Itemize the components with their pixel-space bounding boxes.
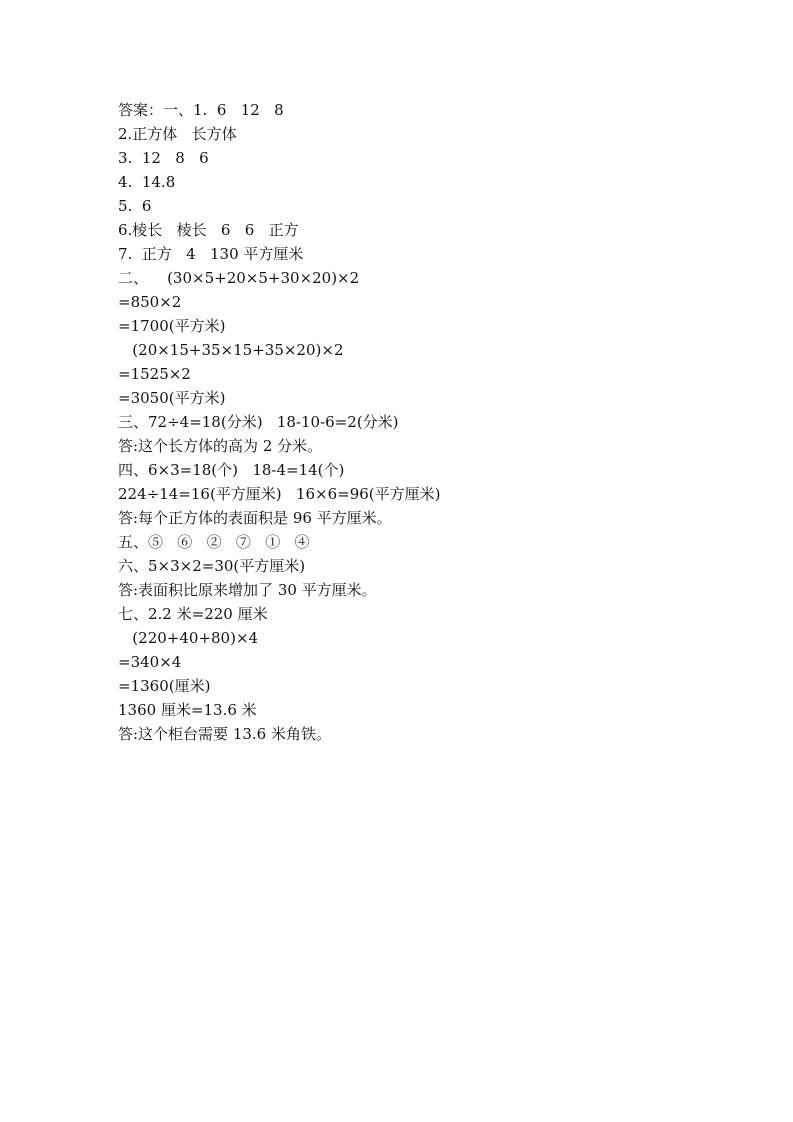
answer-line-1-3: 3. 12 8 6 [118, 149, 209, 167]
answer-line-2-d: (20×15+35×15+35×20)×2 [118, 341, 344, 359]
answer-line-4-a: 四、6×3=18(个) 18-4=14(个) [118, 461, 345, 479]
answer-line-1-7: 7. 正方 4 130 平方厘米 [118, 245, 304, 263]
answer-line-7-a: 七、2.2 米=220 厘米 [118, 605, 268, 623]
answer-line-1-5: 5. 6 [118, 197, 152, 215]
answer-line-4-c: 答:每个正方体的表面积是 96 平方厘米。 [118, 509, 392, 527]
answer-line-2-b: =850×2 [118, 293, 182, 311]
answer-line-7-e: 1360 厘米=13.6 米 [118, 701, 257, 719]
answer-line-7-f: 答:这个柜台需要 13.6 米角铁。 [118, 725, 331, 743]
answer-line-2-a: 二、 (30×5+20×5+30×20)×2 [118, 269, 360, 287]
answer-line-7-d: =1360(厘米) [118, 677, 211, 695]
answer-line-6-a: 六、5×3×2=30(平方厘米) [118, 557, 306, 575]
answer-line-7-c: =340×4 [118, 653, 182, 671]
answer-line-header: 答案：一、1. 6 12 8 [118, 101, 284, 119]
answer-line-2-e: =1525×2 [118, 365, 191, 383]
answer-line-6-b: 答:表面积比原来增加了 30 平方厘米。 [118, 581, 377, 599]
answer-line-3-a: 三、72÷4=18(分米) 18-10-6=2(分米) [118, 413, 399, 431]
answer-line-3-b: 答:这个长方体的高为 2 分米。 [118, 437, 323, 455]
answer-line-1-4: 4. 14.8 [118, 173, 176, 191]
answer-line-1-6: 6.棱长 棱长 6 6 正方 [118, 221, 299, 239]
answer-line-2-f: =3050(平方米) [118, 389, 226, 407]
answer-sheet [118, 98, 738, 746]
answer-line-5: 五、⑤ ⑥ ② ⑦ ① ④ [118, 533, 310, 551]
answer-line-4-b: 224÷14=16(平方厘米) 16×6=96(平方厘米) [118, 485, 441, 503]
answer-line-1-2: 2.正方体 长方体 [118, 125, 237, 143]
answer-line-2-c: =1700(平方米) [118, 317, 226, 335]
answer-line-7-b: (220+40+80)×4 [118, 629, 259, 647]
